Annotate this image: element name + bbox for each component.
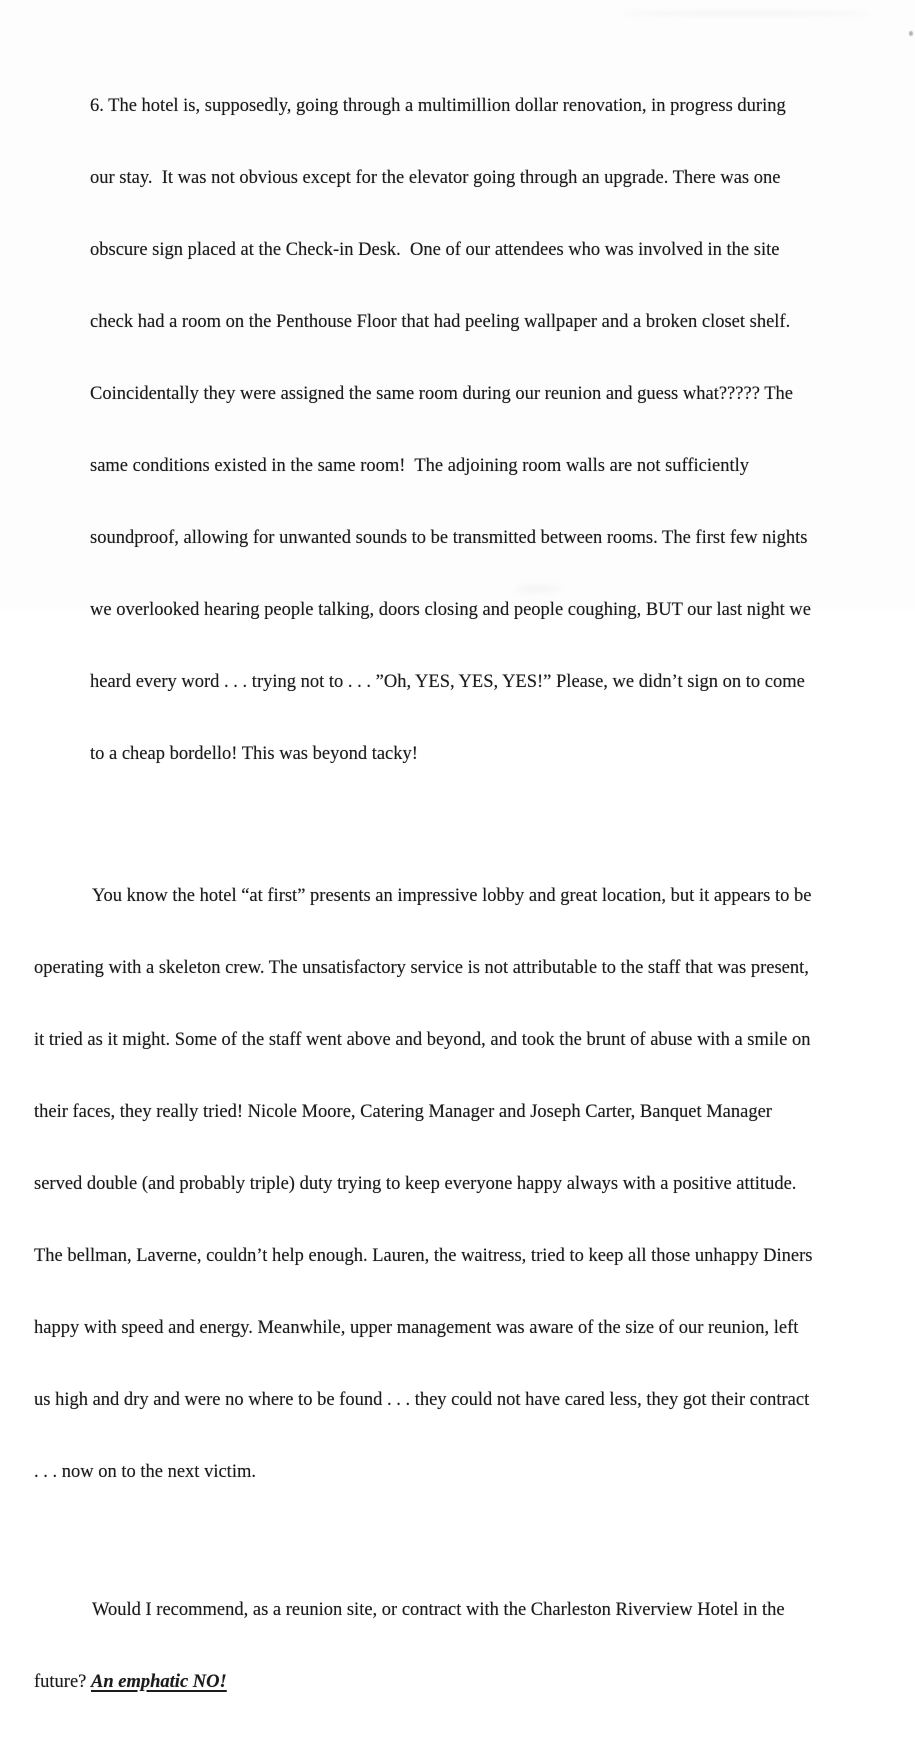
- text-line: The bellman, Laverne, couldn’t help enough. Lauren, the waitress, tried to keep all those unhappy Diners: [34, 1246, 813, 1266]
- text-line: 6. The hotel is, supposedly, going through a multimillion dollar renovation, in progress during: [90, 96, 786, 116]
- paragraph-final-recommendation: [34, 1550, 915, 1742]
- scan-artifact-top-smudge: [622, 11, 870, 16]
- closing-text: future?: [34, 1672, 92, 1692]
- text-line: operating with a skeleton crew. The unsatisfactory service is not attributable to the staff that was present,: [34, 958, 809, 978]
- text-line: same conditions existed in the same room! The adjoining room walls are not sufficiently: [90, 456, 750, 476]
- text-line: happy with speed and energy. Meanwhile, upper management was aware of the size of our reunion, left: [34, 1318, 799, 1338]
- text-line: . . . now on to the next victim.: [34, 1462, 256, 1482]
- text-line: obscure sign placed at the Check-in Desk. One of our attendees who was involved in the site: [90, 240, 780, 260]
- paragraph-staff-assessment: [34, 836, 915, 1532]
- emphatic-no-text: An emphatic NO!: [91, 1672, 227, 1692]
- text-line: it tried as it might. Some of the staff went above and beyond, and took the brunt of abuse with a smile on: [34, 1030, 811, 1050]
- text-line: check had a room on the Penthouse Floor that had peeling wallpaper and a broken closet shelf.: [90, 312, 791, 332]
- text-line: You know the hotel “at first” presents an impressive lobby and great location, but it appears to be: [92, 886, 812, 906]
- scan-artifact-right-speck: [909, 31, 913, 36]
- text-line: Coincidentally they were assigned the same room during our reunion and guess what????? The: [90, 384, 793, 404]
- text-line: heard every word . . . trying not to . . . ”Oh, YES, YES, YES!” Please, we didn’t sign on to come: [90, 672, 805, 692]
- text-line: served double (and probably triple) duty trying to keep everyone happy always with a positive attitude.: [34, 1174, 797, 1194]
- text-line: soundproof, allowing for unwanted sounds to be transmitted between rooms. The first few nights: [90, 528, 808, 548]
- text-line: our stay. It was not obvious except for the elevator going through an upgrade. There was one: [90, 168, 781, 188]
- text-line: [34, 1670, 915, 1694]
- text-line: us high and dry and were no where to be found . . . they could not have cared less, they got their contract: [34, 1390, 810, 1410]
- text-line: their faces, they really tried! Nicole Moore, Catering Manager and Joseph Carter, Banquet Manager: [34, 1102, 772, 1122]
- text-line: Would I recommend, as a reunion site, or contract with the Charleston Riverview Hotel in the: [92, 1600, 785, 1620]
- text-line: we overlooked hearing people talking, doors closing and people coughing, BUT our last night we: [90, 600, 812, 620]
- paragraph-item-6: [90, 46, 915, 814]
- text-line: to a cheap bordello! This was beyond tacky!: [90, 744, 418, 764]
- scan-artifact-bottom-smudge: [515, 584, 560, 594]
